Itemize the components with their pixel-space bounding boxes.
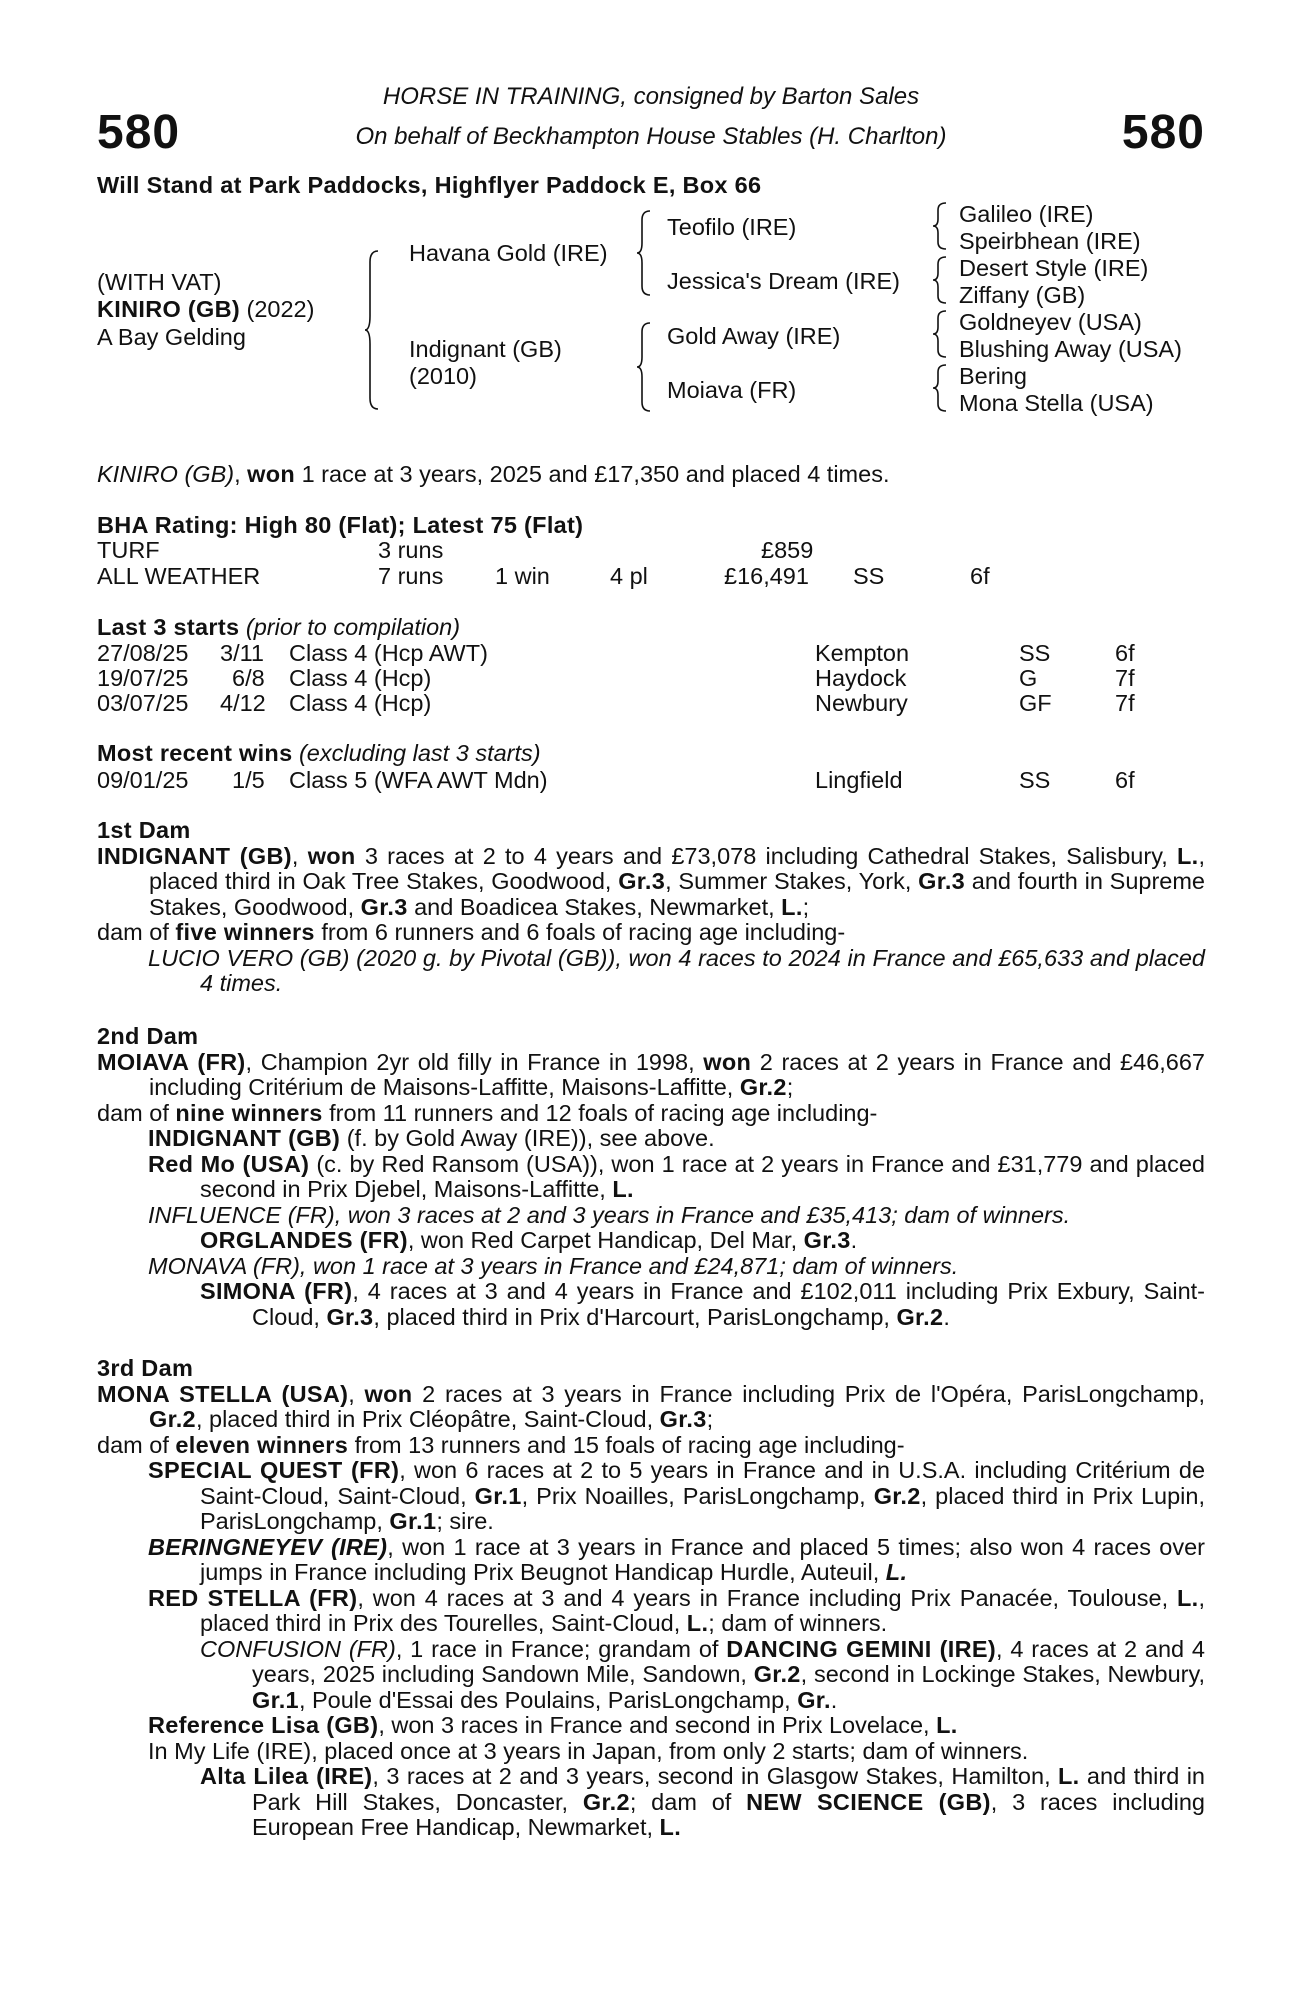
form-going: GF <box>1019 690 1052 716</box>
produce-entry <box>97 1586 1205 1637</box>
pedigree-brace-ds <box>933 310 947 358</box>
listed-label: L. <box>885 1559 908 1585</box>
race-summary: KINIRO (GB), won 1 race at 3 years, 2025 and £17,350 and placed 4 times. <box>97 461 890 487</box>
text: , Prix Noailles, ParisLongchamp, <box>521 1482 874 1509</box>
form-distance: 7f <box>1115 665 1135 691</box>
listed-label: L. <box>1176 842 1199 869</box>
horse-name: Alta Lilea (IRE) <box>200 1763 373 1789</box>
produce-entry <box>97 1458 1205 1535</box>
horse-name: INDIGNANT (GB) <box>148 1125 341 1151</box>
pedigree-dss: Goldneyev (USA) <box>959 309 1142 335</box>
pedigree-dds: Bering <box>959 363 1027 389</box>
dam-paragraph: MONA STELLA (USA), won 2 races at 3 years in France including Prix de l'Opéra, ParisLongchamp, Gr.2, placed third in Prix Cléopâtre, Saint-Cloud, Gr.3; <box>97 1380 1206 1432</box>
text: , 4 races at 2 and 4 years, 2025 including Sandown Mile, Sandown, <box>252 1635 1205 1687</box>
form-course: Kempton <box>815 640 910 666</box>
text: , placed third in Prix d'Harcourt, ParisLongchamp, <box>373 1303 897 1330</box>
summary-horse-name: KINIRO (GB) <box>97 461 235 487</box>
group-label: Gr.1 <box>252 1686 299 1713</box>
dam-paragraph <box>97 1050 1205 1101</box>
pedigree-brace-sire <box>637 210 651 296</box>
summary-won: won <box>247 461 296 487</box>
horse-name: KINIRO (GB) <box>97 296 240 322</box>
group-label: Gr.3 <box>326 1303 374 1330</box>
text: , 1 race in France; grandam of <box>395 1635 727 1662</box>
produce-summary <box>97 920 1205 946</box>
listed-label: L. <box>781 893 803 920</box>
text: , won Red Carpet Handicap, Del Mar, <box>407 1227 804 1253</box>
text: ; <box>706 1406 714 1432</box>
horse-name: ORGLANDES (FR) <box>200 1227 408 1253</box>
horse-title <box>97 297 314 323</box>
form-class: Class 4 (Hcp) <box>289 665 432 691</box>
text: (f. by Gold Away (IRE)), see above. <box>340 1125 715 1151</box>
group-label: Gr. <box>797 1686 831 1713</box>
text: . <box>830 1686 838 1713</box>
horse-name: BERINGNEYEV (IRE) <box>148 1533 388 1560</box>
text: 2 races at 3 years in France including Prix de l'Opéra, ParisLongchamp, <box>412 1380 1206 1407</box>
text: from 11 runners and 12 foals of racing age including- <box>322 1099 878 1126</box>
form-distance: 7f <box>1115 690 1135 716</box>
recent-title: Most recent wins <box>97 740 293 766</box>
pedigree-sss: Galileo (IRE) <box>959 201 1094 227</box>
text: , Summer Stakes, York, <box>665 868 919 894</box>
produce-entry <box>97 1535 1205 1586</box>
dam-name: MOIAVA (FR) <box>97 1048 246 1075</box>
rating-surface: TURF <box>97 537 160 563</box>
dam-paragraph: INDIGNANT (GB), won 3 races at 2 to 4 years and £73,078 including Cathedral Stakes, Salisbury, L., placed third in Oak Tree Stakes, Goodwood, Gr.3, Summer Stakes, York, Gr.3 and fourth in Supreme Stakes, Goodwood, Gr.3 and Boadicea Stakes, Newmarket, L.; <box>97 842 1205 920</box>
dam-name: MONA STELLA (USA) <box>97 1380 349 1407</box>
group-label: Gr.3 <box>618 868 666 894</box>
produce-entry: In My Life (IRE), placed once at 3 years in Japan, from only 2 starts; dam of winners. <box>148 1737 1029 1764</box>
text: dam of <box>97 1431 176 1458</box>
summary-text: 1 race at 3 years, 2025 and £17,350 and placed 4 times. <box>295 461 890 487</box>
text: ; <box>802 893 810 920</box>
horse-name: Reference Lisa (GB) <box>148 1712 379 1738</box>
group-label: Gr.2 <box>739 1074 787 1100</box>
text: ; dam of <box>629 1788 747 1815</box>
text: , Poule d'Essai des Poulains, ParisLongchamp, <box>298 1686 798 1713</box>
pedigree-ssd: Speirbhean (IRE) <box>959 228 1141 254</box>
text: , won 1 race at 3 years in France and £24,871; dam of winners. <box>299 1252 959 1279</box>
text: ; dam of winners. <box>708 1610 888 1636</box>
rating-runs: 3 runs <box>378 537 444 563</box>
text: , won 3 races in France and second in Prix Lovelace, <box>378 1712 937 1738</box>
text: from 6 runners and 6 foals of racing age including- <box>314 919 846 945</box>
pedigree-sire: Havana Gold (IRE) <box>409 240 608 266</box>
group-label: Gr.3 <box>918 868 966 894</box>
horse-description: A Bay Gelding <box>97 324 246 350</box>
winners-count: five winners <box>175 919 315 945</box>
form-course: Lingfield <box>815 767 903 793</box>
group-label: Gr.1 <box>389 1508 437 1534</box>
text: 2 races at 2 years in France and £46,667 including Critérium de Maisons-Laffitte, Maisons-Laffitte, <box>149 1048 1205 1100</box>
form-position: 1/5 <box>232 767 265 793</box>
pedigree-sds: Desert Style (IRE) <box>959 255 1149 281</box>
pedigree-ddd: Mona Stella (USA) <box>959 390 1154 416</box>
group-label: Gr.3 <box>659 1406 707 1432</box>
vat-note: (WITH VAT) <box>97 269 222 295</box>
text: , 4 races at 3 and 4 years in France and £102,011 including Prix Exbury, Saint-Cloud, <box>252 1278 1205 1330</box>
form-position: 4/12 <box>220 690 266 716</box>
winners-count: nine winners <box>175 1099 323 1126</box>
horse-year: (2022) <box>246 296 315 322</box>
group-label: Gr.3 <box>360 893 408 920</box>
text: , won 4 races at 3 and 4 years in France including Prix Panacée, Toulouse, <box>357 1584 1177 1611</box>
stabling-location: Will Stand at Park Paddocks, Highflyer Paddock E, Box 66 <box>97 172 762 198</box>
text: , won 6 races at 2 to 5 years in France and in U.S.A. including Critérium de Saint-Cloud, Saint-Cloud, <box>200 1457 1206 1509</box>
pedigree-dam-year: (2010) <box>409 363 477 389</box>
form-date: 27/08/25 <box>97 640 189 666</box>
pedigree-sdd: Ziffany (GB) <box>959 282 1086 308</box>
vendor-line: On behalf of Beckhampton House Stables (H. Charlton) <box>355 123 947 150</box>
won-label: won <box>364 1380 413 1407</box>
horse-name: SIMONA (FR) <box>200 1278 353 1304</box>
text: , placed third in Oak Tree Stakes, Goodwood, <box>149 842 1205 894</box>
produce-entry <box>97 1637 1205 1714</box>
listed-label: L. <box>659 1814 682 1840</box>
section-title: 2nd Dam <box>97 1023 199 1049</box>
group-label: Gr.1 <box>474 1482 522 1509</box>
produce-entry: LUCIO VERO (GB) (2020 g. by Pivotal (GB)), won 4 races to 2024 in France and £65,633 and placed 4 times. <box>148 944 1205 996</box>
horse-name: Red Mo (USA) <box>148 1150 310 1177</box>
last3-heading <box>97 615 460 641</box>
text: and third in Park Hill Stakes, Doncaster, <box>252 1763 1205 1815</box>
third-dam-section <box>97 1356 1205 1841</box>
recent-heading <box>97 741 541 767</box>
form-class: Class 4 (Hcp) <box>289 690 432 716</box>
text: , second in Lockinge Stakes, Newbury, <box>800 1661 1205 1687</box>
form-going: SS <box>1019 640 1051 666</box>
produce-entry <box>97 1279 1205 1330</box>
form-date: 19/07/25 <box>97 665 189 691</box>
group-label: Gr.2 <box>753 1661 801 1687</box>
horse-name: MONAVA (FR) <box>148 1252 300 1279</box>
text: , won 1 race at 3 years in France and placed 5 times; also won 4 races over jumps in France including Prix Beugnot Handicap Hurdle, Auteuil, <box>200 1533 1205 1585</box>
group-label: Gr.2 <box>896 1303 944 1330</box>
pedigree-sire-dam: Jessica's Dream (IRE) <box>667 268 900 294</box>
text: , 3 races at 2 and 3 years, second in Glasgow Stakes, Hamilton, <box>372 1763 1059 1789</box>
pedigree-dsd: Blushing Away (USA) <box>959 336 1182 362</box>
pedigree-brace-ss <box>933 202 947 250</box>
pedigree-dam-dam: Moiava (FR) <box>667 377 797 403</box>
section-title: 3rd Dam <box>97 1355 194 1381</box>
bha-rating: BHA Rating: High 80 (Flat); Latest 75 (Flat) <box>97 512 584 538</box>
rating-surface: ALL WEATHER <box>97 563 261 589</box>
horse-name: NEW SCIENCE (GB) <box>746 1788 991 1815</box>
text: dam of <box>97 1099 176 1126</box>
text: , won 3 races at 2 and 3 years in France and £35,413; dam of winners. <box>334 1201 1071 1228</box>
produce-entry <box>97 1203 1205 1229</box>
first-dam-section <box>97 818 1205 997</box>
produce-entry <box>97 1254 1205 1280</box>
listed-label: L. <box>1058 1763 1080 1789</box>
horse-name: CONFUSION (FR) <box>200 1635 396 1662</box>
form-going: G <box>1019 665 1038 691</box>
pedigree-brace-sd <box>933 256 947 304</box>
produce-summary <box>97 1101 1205 1127</box>
rating-distance: 6f <box>970 563 990 589</box>
form-class: Class 4 (Hcp AWT) <box>289 640 488 666</box>
dam-name: INDIGNANT (GB) <box>97 842 292 869</box>
horse-name: DANCING GEMINI (IRE) <box>726 1635 996 1662</box>
lot-number-right: 580 <box>1121 106 1205 159</box>
form-course: Newbury <box>815 690 908 716</box>
form-date: 03/07/25 <box>97 690 189 716</box>
listed-label: L. <box>936 1712 958 1738</box>
text: . <box>943 1303 950 1330</box>
rating-runs: 7 runs <box>378 563 444 589</box>
form-position: 3/11 <box>220 640 264 666</box>
text: , 3 races including European Free Handicap, Newmarket, <box>252 1788 1206 1840</box>
pedigree-brace-main <box>365 250 379 410</box>
text: . <box>850 1227 858 1253</box>
text: , Champion 2yr old filly in France in 1998, <box>245 1048 704 1075</box>
group-label: Gr.2 <box>149 1406 196 1432</box>
horse-name: RED STELLA (FR) <box>148 1584 358 1611</box>
form-distance: 6f <box>1115 767 1135 793</box>
pedigree-brace-dam <box>637 322 651 412</box>
rating-placed: 4 pl <box>610 563 648 589</box>
listed-label: L. <box>612 1176 634 1202</box>
text: ; <box>786 1074 794 1100</box>
recent-note: (excluding last 3 starts) <box>298 740 541 766</box>
rating-going: SS <box>853 563 885 589</box>
second-dam-section <box>97 1024 1205 1330</box>
text: dam of <box>97 919 176 945</box>
text: and fourth in Supreme Stakes, Goodwood, <box>149 868 1205 920</box>
horse-name: INFLUENCE (FR) <box>148 1201 335 1228</box>
produce-entry <box>97 1228 1205 1254</box>
rating-prize: £859 <box>761 537 814 563</box>
rating-prize: £16,491 <box>724 563 809 589</box>
form-position: 6/8 <box>232 665 265 691</box>
text: ; sire. <box>436 1508 494 1534</box>
text: 3 races at 2 to 4 years and £73,078 including Cathedral Stakes, Salisbury, <box>355 842 1177 869</box>
group-label: Gr.3 <box>803 1227 851 1253</box>
last3-note: (prior to compilation) <box>245 614 461 640</box>
horse-name: SPECIAL QUEST (FR) <box>148 1457 400 1483</box>
produce-entry <box>97 1152 1205 1203</box>
group-label: Gr.2 <box>873 1482 921 1509</box>
text: , placed third in Prix des Tourelles, Saint-Cloud, <box>200 1584 1205 1636</box>
rating-wins: 1 win <box>495 563 550 589</box>
section-title: 1st Dam <box>97 817 191 843</box>
consignor-line: HORSE IN TRAINING, consigned by Barton Sales <box>382 83 920 110</box>
text: from 13 runners and 15 foals of racing age including- <box>348 1431 905 1458</box>
text: and Boadicea Stakes, Newmarket, <box>407 893 782 920</box>
pedigree-dam: Indignant (GB) <box>409 336 562 362</box>
won-label: won <box>307 842 356 869</box>
listed-label: L. <box>1176 1584 1199 1611</box>
text: , placed third in Prix Cléopâtre, Saint-Cloud, <box>195 1406 660 1432</box>
form-course: Haydock <box>815 665 907 691</box>
last3-title: Last 3 starts <box>97 614 240 640</box>
listed-label: L. <box>686 1610 709 1636</box>
pedigree-dam-sire: Gold Away (IRE) <box>667 323 841 349</box>
text: , placed third in Prix Lupin, ParisLongchamp, <box>200 1482 1205 1534</box>
pedigree-sire-sire: Teofilo (IRE) <box>667 214 797 240</box>
group-label: Gr.2 <box>582 1788 630 1815</box>
won-label: won <box>703 1048 752 1075</box>
form-class: Class 5 (WFA AWT Mdn) <box>289 767 548 793</box>
form-date: 09/01/25 <box>97 767 189 793</box>
produce-entry <box>97 1713 1205 1739</box>
pedigree-brace-dd <box>933 364 947 412</box>
form-distance: 6f <box>1115 640 1135 666</box>
winners-count: eleven winners <box>175 1431 349 1458</box>
produce-entry <box>97 1126 1205 1152</box>
produce-summary <box>97 1433 1205 1459</box>
text: (c. by Red Ransom (USA)), won 1 race at 2 years in France and £31,779 and placed second in Prix Djebel, Maisons-Laffitte, <box>200 1150 1205 1202</box>
produce-entry <box>97 1764 1205 1841</box>
lot-number-left: 580 <box>97 106 181 159</box>
form-going: SS <box>1019 767 1051 793</box>
